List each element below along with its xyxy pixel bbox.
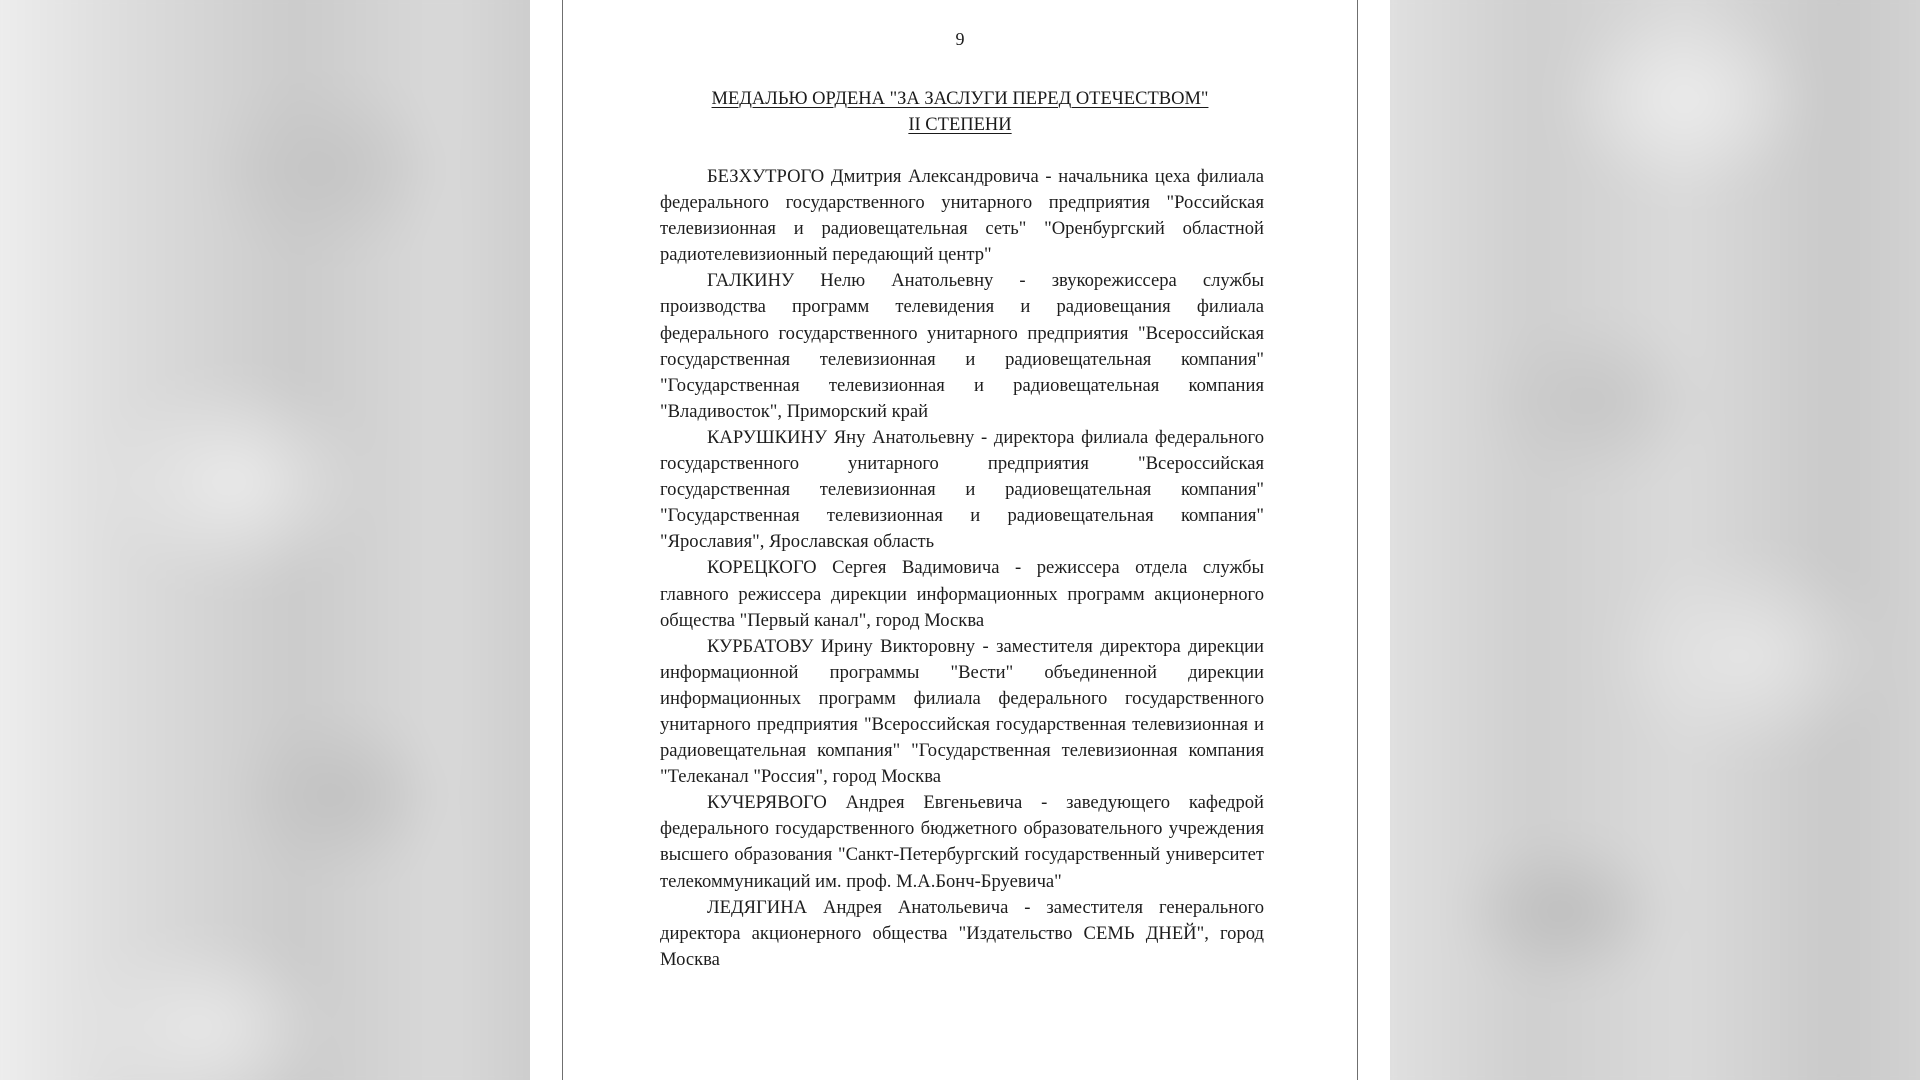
- award-heading: [530, 86, 1390, 138]
- award-heading-line-2: II СТЕПЕНИ: [908, 115, 1012, 135]
- blurred-background-left: [0, 0, 530, 1080]
- recipient-entry: КУРБАТОВУ Ирину Викторовну - заместителя директора дирекции информационной программы "Вести" объединенной дирекции информационных программ филиала федерального государственного унитарного предприятия "Всероссийская государственная телевизионная и радиовещательная компания" "Государственная телевизионная компания "Телеканал "Россия", город Москва: [660, 635, 1264, 788]
- recipient-entry: ЛЕДЯГИНА Андрея Анатольевича - заместителя генерального директора акционерного общества "Издательство СЕМЬ ДНЕЙ", город Москва: [660, 896, 1264, 970]
- award-recipients-list: [660, 164, 1264, 973]
- page-number: 9: [955, 29, 965, 49]
- recipient-entry: ГАЛКИНУ Нелю Анатольевну - звукорежиссера службы производства программ телевидения и радиовещания филиала федерального государственного унитарного предприятия "Всероссийская государственная телевизионная и радиовещательная компания" "Государственная телевизионная и радиовещательная компания "Владивосток", Приморский край: [660, 270, 1264, 422]
- document-page: [530, 0, 1390, 1080]
- blurred-background-right: [1390, 0, 1920, 1080]
- recipient-entry: КУЧЕРЯВОГО Андрея Евгеньевича - заведующего кафедрой федерального государственного бюджетного образовательного учреждения высшего образования "Санкт-Петербургский государственный университет телекоммуникаций им. проф. М.А.Бонч-Бруевича": [660, 792, 1264, 892]
- recipient-entry: КОРЕЦКОГО Сергея Вадимовича - режиссера отдела службы главного режиссера дирекции информационных программ акционерного общества "Первый канал", город Москва: [660, 557, 1264, 631]
- award-heading-line-1: МЕДАЛЬЮ ОРДЕНА "ЗА ЗАСЛУГИ ПЕРЕД ОТЕЧЕСТВОМ": [711, 89, 1209, 109]
- recipient-entry: КАРУШКИНУ Яну Анатольевну - директора филиала федерального государственного унитарного предприятия "Всероссийская государственная телевизионная и радиовещательная компания" "Государственная телевизионная и радиовещательная компания" "Ярославия", Ярославская область: [660, 426, 1264, 553]
- recipient-entry: БЕЗХУТРОГО Дмитрия Александровича - начальника цеха филиала федерального государственного унитарного предприятия "Российская телевизионная и радиовещательная сеть" "Оренбургский областной радиотелевизионный передающий центр": [660, 166, 1264, 266]
